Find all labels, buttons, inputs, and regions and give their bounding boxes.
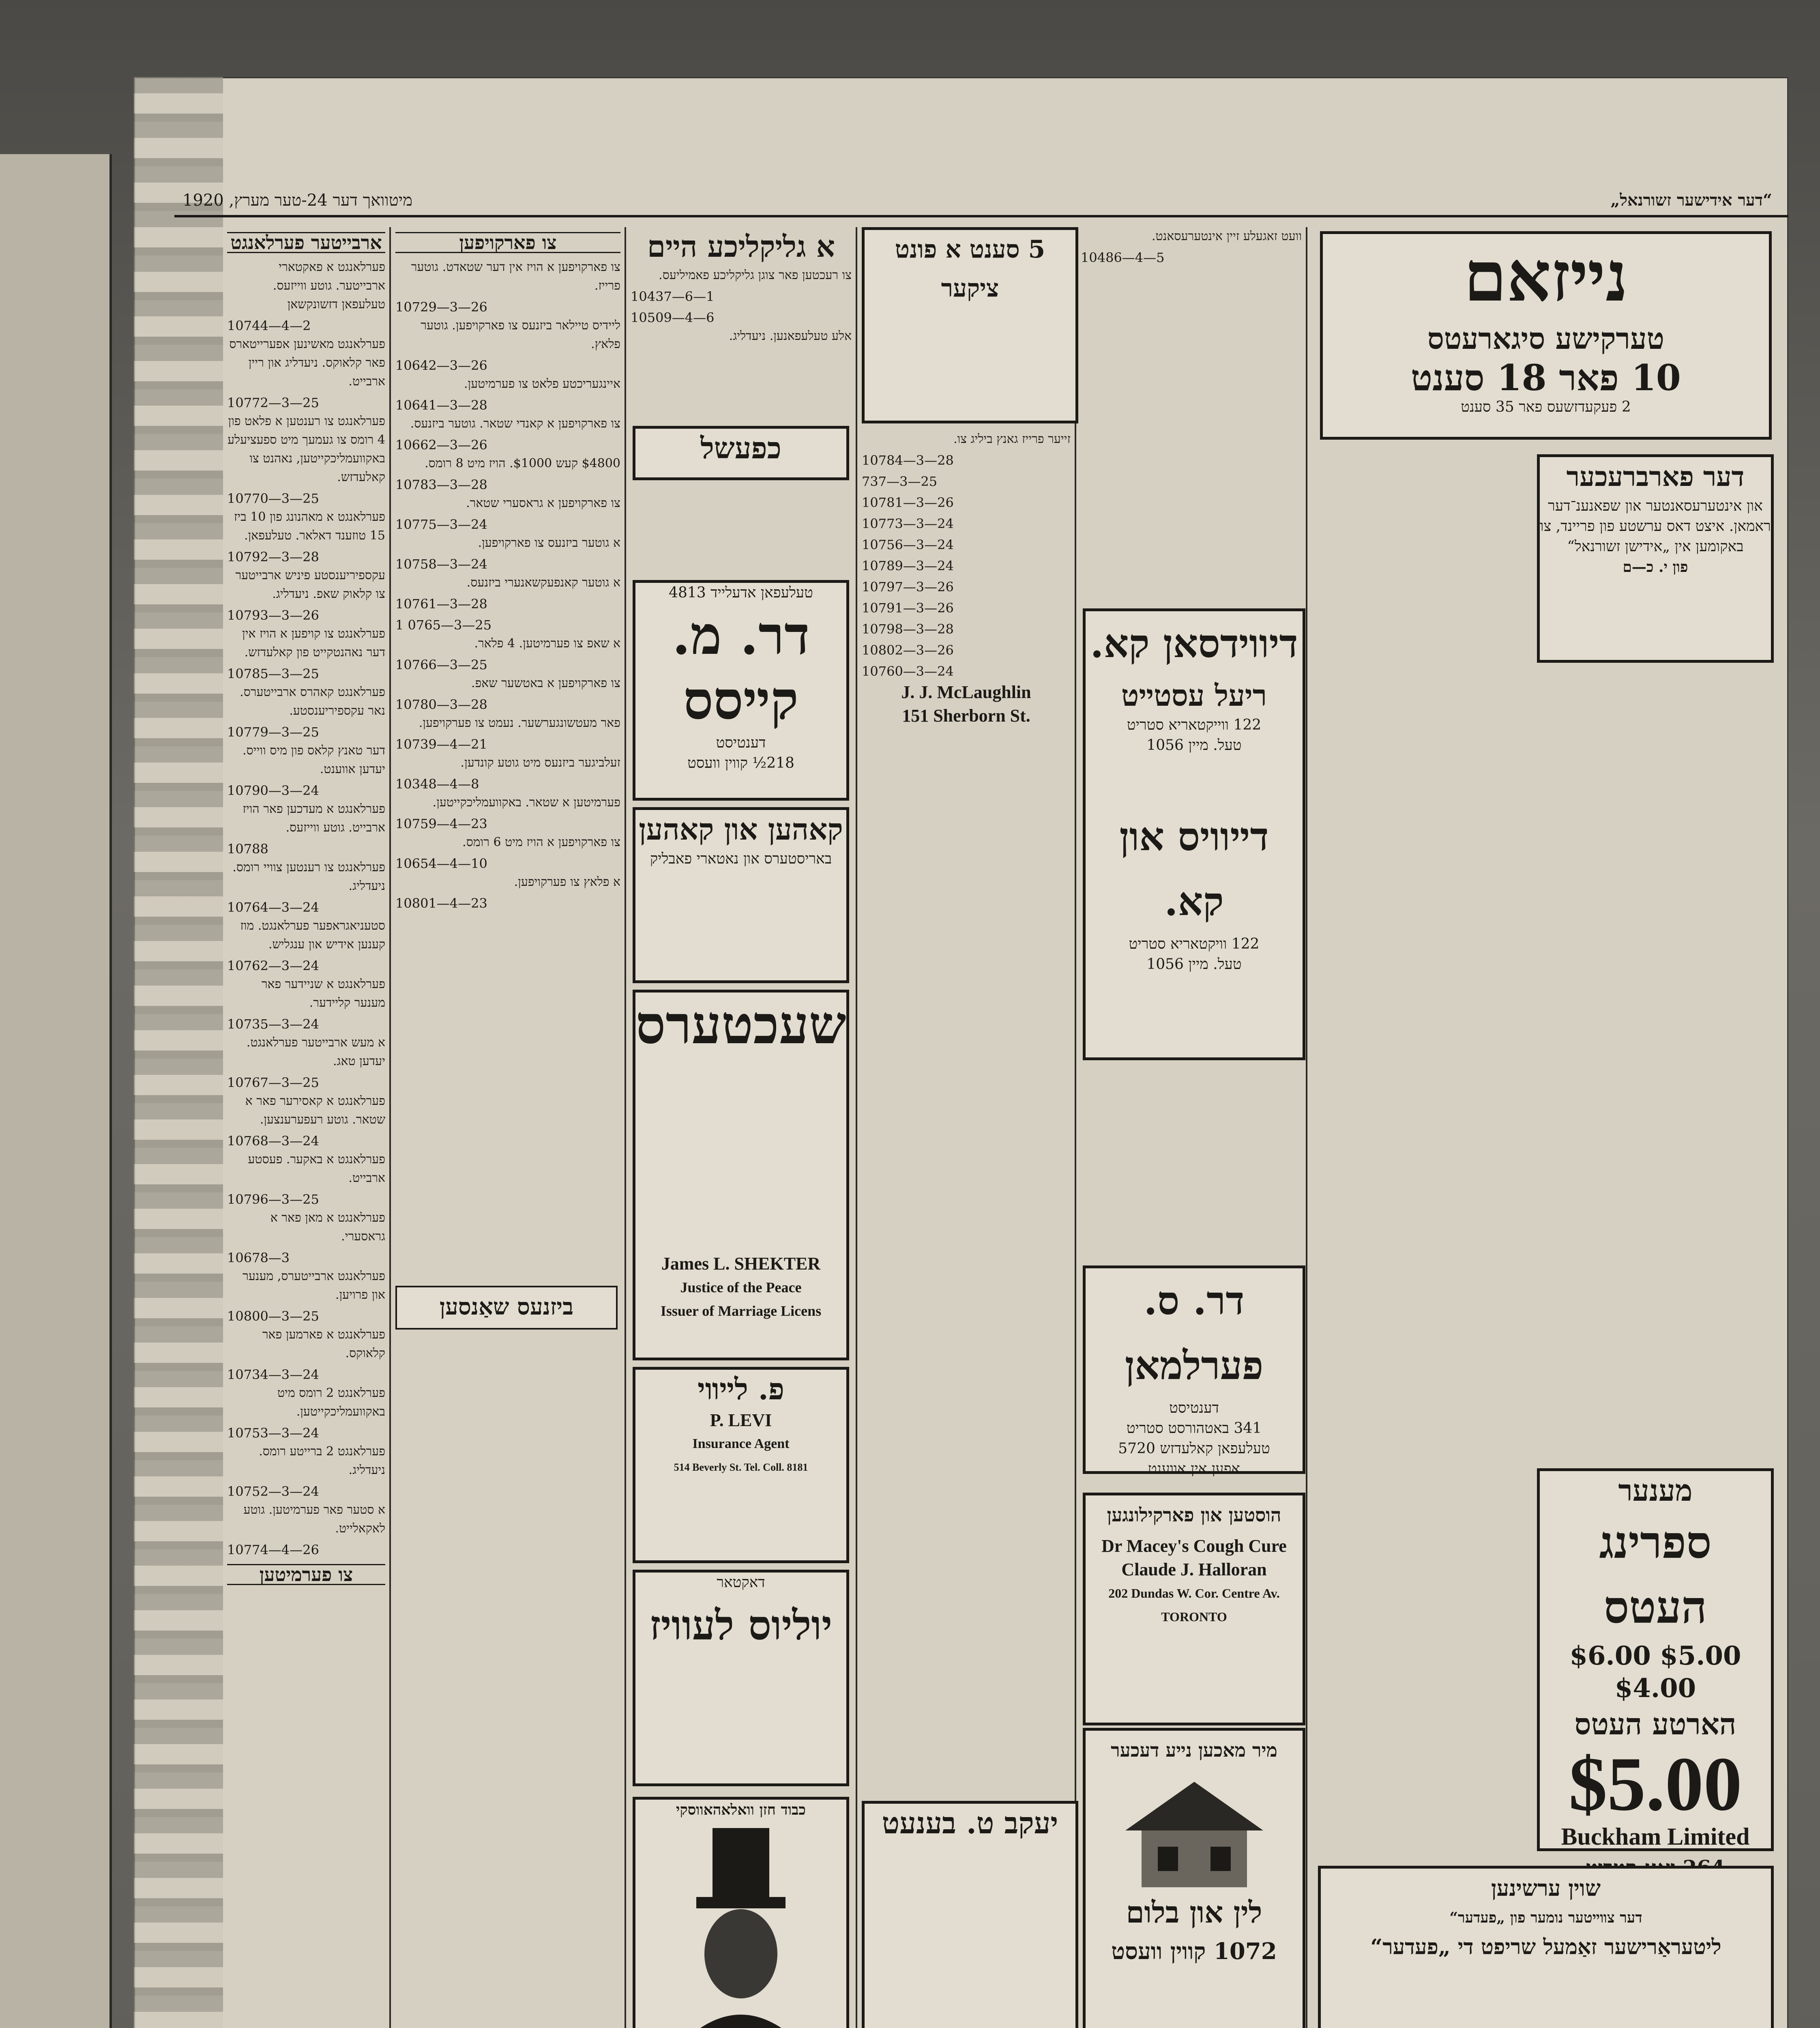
ad-reference-number: 10801—4—23 [395, 896, 487, 911]
ad-reference-number: 10348—4—8 [395, 776, 479, 792]
ad-reference-number: 10642—3—26 [395, 358, 487, 373]
khazn-ad: כבוד חזן וואלאהאווסקי [633, 1797, 849, 2028]
classified-text: א גוטער ביזנעס צו פארקויפען. [478, 536, 620, 550]
classified-column-2 [395, 227, 620, 2028]
ad-reference-number: 10793—3—26 [227, 608, 319, 623]
ad-reference-number: 10775—3—24 [395, 517, 487, 532]
perlman-ad: דר. ס. פערלמאן דענטיסט 341 באטהורסט סטריט טעלעפאן קאלעדזש 5720 אפען אין אווענט [1083, 1265, 1305, 1474]
ad-reference-number: 10768—3—24 [227, 1133, 319, 1149]
ad-reference-number: 10802—3—26 [862, 642, 954, 658]
classified-text: פערלאנגט מאשינען אפערייטארס פאר קלאוקס. ניעדליג און ריין ארבייט. [229, 337, 385, 389]
classified-text: פערלאנגט א מאן פאר א גראסערי. [270, 1211, 385, 1244]
classified-text: א פלאץ צו פערקויפען. [514, 875, 620, 889]
ad-reference-number: 10760—3—24 [862, 664, 954, 679]
classified-text: פערלאנגט 2 רומס מיט באקוועמליכקייטען. [277, 1386, 385, 1419]
ad-reference-number: 10790—3—24 [227, 783, 319, 798]
portrait-image [680, 1820, 802, 2028]
classified-list [631, 266, 852, 346]
ad-reference-number: 10752—3—24 [227, 1484, 319, 1499]
classified-text: עקספיריענסטע פיניש ארבייטער צו קלאוק שאפ. ניעדליג. [235, 568, 385, 601]
classified-text: סטעניאגראפער פערלאנגט. מוז קענען אידיש און ענגליש. [240, 919, 385, 952]
classified-text: פערלאנגט קאהרס ארבייטערס. נאר עקספיריענסטע. [240, 685, 385, 718]
shekhter-ad: שעכטערס James L. SHEKTER Justice of the Peace Issuer of Marriage Licens [633, 990, 849, 1360]
ad-reference-number: 10774—4—26 [227, 1542, 319, 1558]
ad-reference-number: 10761—3—28 [395, 596, 487, 612]
column-rule [1075, 227, 1076, 2028]
ad-reference-number: 10678—3 [227, 1250, 290, 1265]
house-image [1113, 1770, 1275, 1891]
masthead [174, 191, 1788, 217]
section-heading: ארבייטער פערלאנגט [227, 232, 385, 253]
ad-reference-number: 10753—3—24 [227, 1425, 319, 1441]
nayzam-ad: נײזאם טערקישע סיגארעטס 10 פאר 18 סענט 2 פעקעדזשעס פאר 35 סענט [1320, 231, 1772, 440]
classified-column-1 [227, 227, 385, 2028]
ad-reference-number: 10735—3—24 [227, 1016, 319, 1032]
classified-list [227, 258, 385, 1559]
five-cents-ad: 5 סענט א פונט ציקער [862, 227, 1078, 423]
ad-reference-number: 10654—4—10 [395, 856, 487, 871]
classified-text: וועט זאגעלע זיין אינטערעסאנט. [1152, 229, 1302, 243]
classified-text: דער טאנץ קלאס פון מיס ווייס. יעדען אווענט. [243, 743, 385, 776]
torn-edge [134, 77, 223, 2028]
classified-text: פערלאנגט א מעדכען פאר הויז ארבייט. גוטע ווייזעס. [243, 802, 385, 835]
ad-reference-number: 10486—4—5 [1081, 250, 1165, 265]
classified-text: $4800 קעש $1000. הויז מיט 8 רומס. [425, 456, 620, 470]
classified-text: פערלאנגט א באקער. פעסטע ארבייט. [248, 1152, 385, 1185]
classified-text: צו רעכטען פאר צוגן גליקליכע פאמיליעס. [659, 268, 852, 282]
classified-text: פערלאנגט א שניידער פאר מענער קליידער. [261, 977, 385, 1010]
ad-reference-number: 10779—3—25 [227, 724, 319, 740]
ad-reference-number: 737—3—25 [862, 474, 938, 489]
ad-reference-number: 10797—3—26 [862, 579, 954, 595]
ad-reference-number: 10766—3—25 [395, 657, 487, 672]
classified-column-4: זייער פרייז גאנץ ביליג צו. 10784—3—28 737—3—25 10781—3—26 10773—3—24 10756—3—24 10789—3—24 10797—3—26 10791—3—26 10798—3—28 10802—3—26 10760—3—24 J. J. McLaughlin 151 Sherborn St. [862, 430, 1071, 1789]
ad-reference-number: 10781—3—26 [862, 495, 954, 510]
business-chances-heading: ביזנעס שאַנסען [395, 1286, 618, 1330]
classified-text: צו פארקויפען א באטשער שאפ. [471, 676, 620, 690]
kahn-ad: קאהען און קאהען באריסטערס און נאטארי פאבליק [633, 807, 849, 983]
previous-page-strip [0, 154, 112, 2028]
classified-text: פערלאנגט 2 ברייטע רומס. ניעדליג. [259, 1444, 385, 1477]
classified-text: פערלאנגט ארבייטערס, מענער און פרויען. [243, 1269, 385, 1302]
classified-text: פערלאנגט א קאסירער פאר א שטאר. גוטע רעפערענצען. [245, 1094, 385, 1127]
feder-ad: שוין ערשינען דער צװײטער נומער פון „פעדער“ ליטעראַרישער זאַמעל שריפט די „פעדער“ [1318, 1866, 1774, 2028]
ad-reference-number: 10788 [227, 841, 268, 857]
classified-list [862, 430, 1071, 681]
classified-text: זייער פרייז גאנץ ביליג צו. [953, 432, 1071, 446]
classified-text: א שאפ צו פערמיטען. 4 פלאר. [474, 636, 620, 651]
classified-text: א סטער פאר פערמיטען. גוטע לאקאלייט. [243, 1503, 385, 1536]
ad-reference-number: 10791—3—26 [862, 600, 954, 616]
classified-text: פערלאנגט א פארמען פאר קלאוקס. [262, 1328, 385, 1360]
classified-list [395, 258, 620, 913]
ad-reference-number: 10773—3—24 [862, 516, 954, 531]
ad-reference-number: 10662—3—26 [395, 437, 487, 453]
classified-text: צו פארקויפען א הויז מיט 6 רומס. [462, 835, 620, 849]
bennett-ad: יעקב ט. בענעט [862, 1801, 1078, 2028]
ad-reference-number: 10800—3—25 [227, 1308, 319, 1324]
ad-reference-number: 10770—3—25 [227, 491, 319, 506]
classified-text: אלע טעלעפאנען. ניעדליג. [729, 329, 852, 343]
ad-reference-number: 10780—3—28 [395, 697, 487, 712]
roofing-ad: מיר מאכען נײע דעכער לין און בלום 1072 קווין וועסט [1083, 1728, 1305, 2028]
news-column-5 [1081, 227, 1302, 604]
classified-text: פערלאנגט א פאקטארי ארבייטער. גוטע ווייזעס. טעלעפאן דזשונקשאן [273, 260, 385, 312]
classified-text: א מעש ארבייטער פערלאנגט. יעדען טאג. [246, 1035, 385, 1068]
article-text [1081, 227, 1302, 267]
masthead-date: מיטוואך דער 24-טער מערץ, 1920 [182, 191, 413, 210]
lewis-ad: דאקטאר יוליוס לעוויז [633, 1570, 849, 1786]
classified-text: פערמיטען א שטאר. באקוועמליכקייטען. [432, 795, 620, 810]
ad-reference-number: 10772—3—25 [227, 395, 319, 410]
section-heading: צו פערמיטען [227, 1564, 385, 1585]
ad-reference-number: 10756—3—24 [862, 537, 954, 552]
classified-text: ליידיס טיילאר ביזנעס צו פארקויפען. גוטער פלאץ. [421, 318, 620, 351]
ad-reference-number: 10509—4—6 [631, 310, 715, 325]
ad-reference-number: 10759—4—23 [395, 816, 487, 831]
ad-reference-number: 10796—3—25 [227, 1192, 319, 1207]
ad-reference-number: 10641—3—28 [395, 397, 487, 413]
ad-reference-number: 10739—4—21 [395, 737, 487, 752]
ad-reference-number: 10784—3—28 [862, 453, 954, 468]
ad-reference-number: 10792—3—28 [227, 549, 319, 565]
ad-reference-number: 1 0765—3—25 [395, 617, 492, 633]
glik-ad: א גליקליכע הײם צו רעכטען פאר צוגן גליקליכע פאמיליעס. 10437—6—1 10509—4—6 אלע טעלעפאנען. ניעדליג. [631, 227, 852, 349]
ad-reference-number: 10744—4—2 [227, 318, 311, 333]
spring-hats-ad: מענער ספרינג העטס $6.00 $5.00 $4.00 הארטע העטס $5.00 Buckham Limited [1537, 1468, 1774, 1851]
ad-reference-number: 10758—3—24 [395, 556, 487, 572]
classified-text: איינגעריכטע פלאט צו פערמיטען. [464, 377, 620, 391]
classified-text: פאר מעטשונגערשער. נעמט צו פערקויפען. [419, 716, 620, 730]
farbrekher-ad: דער פארברעכער און אינטערעסאנטער און שפאנענ־דער ראמאן. איצט דאס ערשטע פון פריינד, צו באקומען אין „אידישן זשורנאל“ פון י. כ—ם [1537, 454, 1774, 663]
ad-reference-number: 10734—3—24 [227, 1367, 319, 1382]
column-rule [389, 227, 391, 2028]
ad-reference-number: 10783—3—28 [395, 477, 487, 492]
kapshel-ad: כפעשל [633, 426, 849, 480]
ad-reference-number: 10798—3—28 [862, 621, 954, 637]
classified-text: פערלאנגט צו רענטען צוויי רומס. ניעדליג. [232, 860, 385, 893]
levi-ad: פ. לײװי P. LEVI Insurance Agent 514 Beverly St. Tel. Coll. 8181 [633, 1367, 849, 1563]
column-rule [1306, 227, 1307, 2028]
davidson-ad: דיווידסאן קא. ריעל עסטײט 122 ווייקטאריא סטריט טעל. מיין 1056 דײוויס און קא. 122 וויקטאריא סטריט טעל. מיין 1056 [1083, 608, 1305, 1060]
classified-text: פערלאנגט צו רענטען א פלאט פון 4 רומס צו געמעך מיט ספעציעלע באקוועמליכקייטען, נאהנט צו קאלעדזש. [228, 414, 385, 484]
classified-text: צו פארקויפען א גראסערי שטאר. [466, 496, 620, 510]
cough-cure-ad: הוסטען און פארקילונגען Dr Macey's Cough Cure Claude J. Halloran 202 Dundas W. Cor. Centre Av. TORONTO [1083, 1493, 1305, 1725]
ad-reference-number: 10785—3—25 [227, 666, 319, 681]
column-rule [856, 227, 857, 2028]
dr-keis-ad: טעלעפאן אדעלייד 4813 דר. מ. קײסס דענטיסט 218½ קווין וועסט [633, 580, 849, 801]
masthead-title: „דער אידישער זשורנאל“ [1610, 191, 1772, 210]
ad-reference-number: 10789—3—24 [862, 558, 954, 574]
classified-text: פערלאנגט צו קויפען א הויז אין דער נאהנטקייט פון קאלעדזש. [242, 627, 385, 660]
classified-text: זעלביגער ביזנעס מיט גוטע קונדען. [460, 756, 620, 770]
ad-reference-number: 10767—3—25 [227, 1075, 319, 1090]
section-heading: צו פארקויפען [395, 232, 620, 253]
classified-text: צו פארקויפען א קאנדי שטאר. גוטער ביזנעס. [410, 417, 620, 431]
news-column-6a [1314, 454, 1529, 1854]
classified-text: צו פארקויפען א הויז אין דער שטאדט. גוטער פרייז. [411, 260, 620, 293]
ad-reference-number: 10764—3—24 [227, 900, 319, 915]
ad-reference-number: 10729—3—26 [395, 299, 487, 315]
column-rule [625, 227, 626, 2028]
classified-text: פערלאנגט א מאהנונג פון 10 ביז 15 טוזענד דאלאר. טעלעפאן. [234, 510, 385, 543]
ad-reference-number: 10437—6—1 [631, 289, 715, 304]
ad-reference-number: 10762—3—24 [227, 958, 319, 973]
classified-text: א גוטער קאנפעקשאנערי ביזנעס. [466, 576, 620, 590]
